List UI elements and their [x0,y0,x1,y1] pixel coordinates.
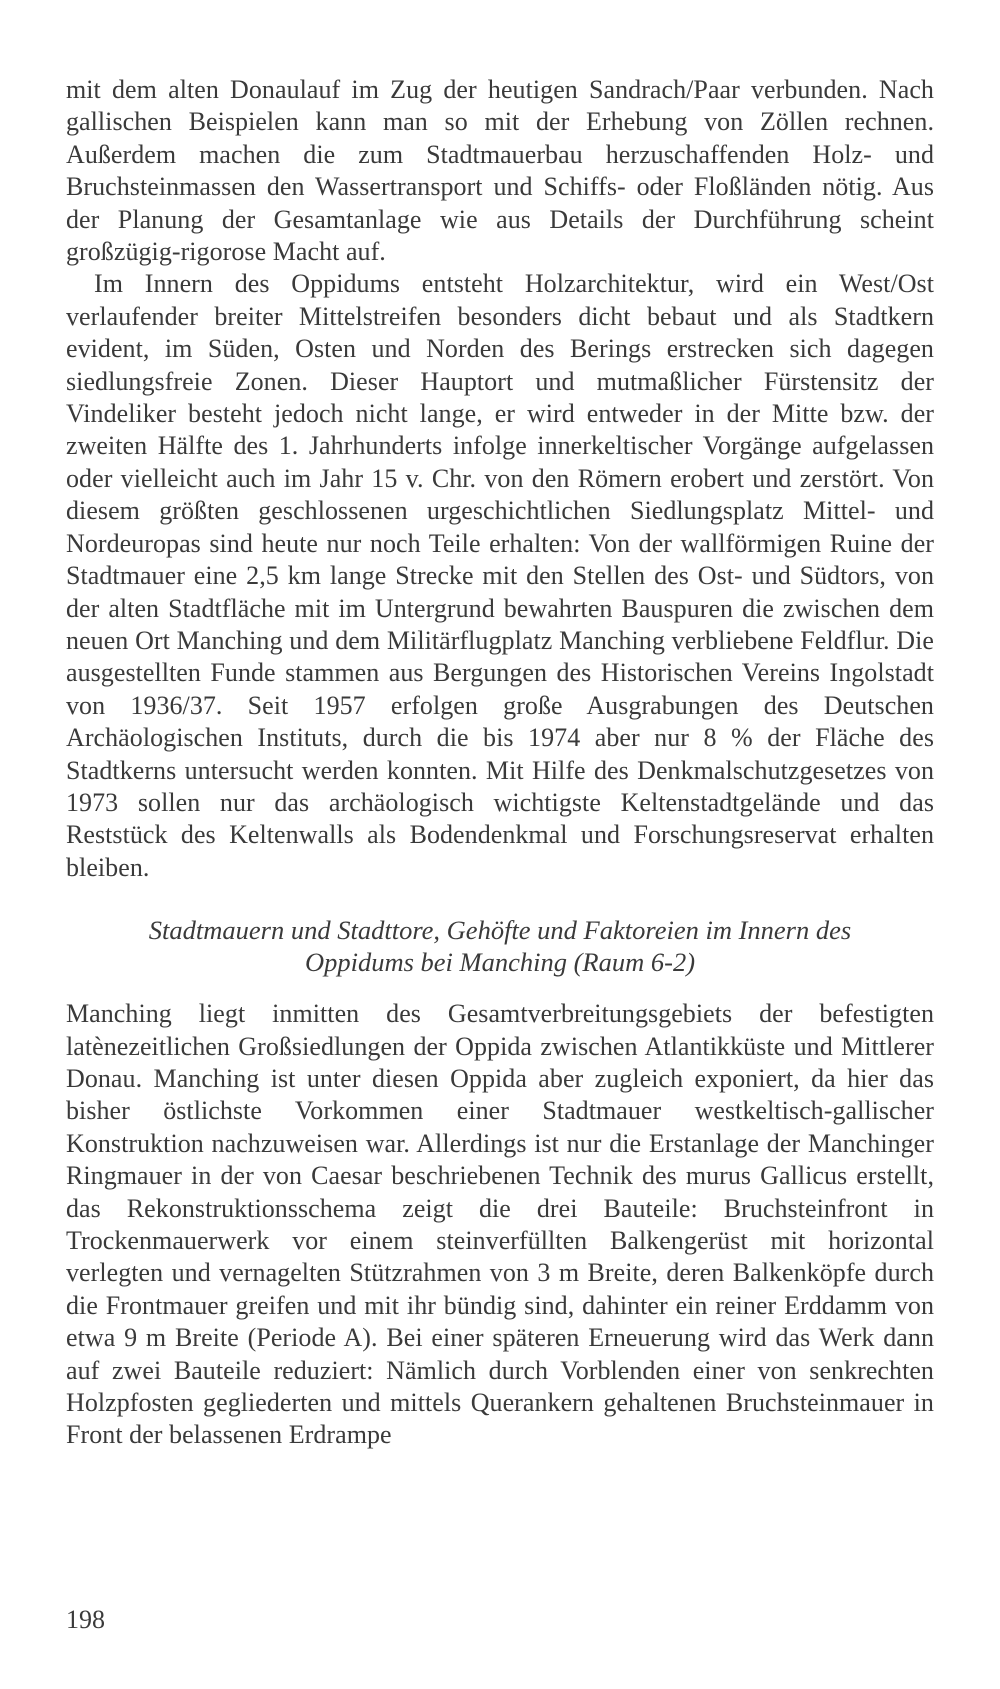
page-number: 198 [66,1605,105,1634]
paragraph-oppidum-interior: Im Innern des Oppidums entsteht Holzarchitektur, wird ein West/Ost verlaufender breiter Mittelstreifen besonders dicht bebaut und als Stadtkern evident, im Süden, Osten und Norden des Berings erstrecken sich dagegen siedlungsfreie Zonen. Dieser Hauptort und mutmaßlicher Fürstensitz der Vindeliker besteht jedoch nicht lange, er wird entweder in der Mitte bzw. der zweiten Hälfte des 1. Jahrhunderts infolge innerkeltischer Vorgänge aufgelassen oder vielleicht auch im Jahr 15 v. Chr. von den Römern erobert und zerstört. Von diesem größten geschlossenen urgeschichtlichen Siedlungsplatz Mittel- und Nordeuropas sind heute nur noch Teile erhalten: Von der wallförmigen Ruine der Stadtmauer eine 2,5 km lange Strecke mit den Stellen des Ost- und Südtors, von der alten Stadtfläche mit im Untergrund bewahrten Bauspuren die zwischen dem neuen Ort Manching und dem Militärflugplatz Manching verbliebene Feldflur. Die ausgestellten Funde stammen aus Bergungen des Historischen Vereins Ingolstadt von 1936/37. Seit 1957 erfolgen große Ausgrabungen des Deutschen Archäologischen Instituts, durch die bis 1974 aber nur 8 % der Fläche des Stadtkerns untersucht werden konnten. Mit Hilfe des Denkmalschutzgesetzes von 1973 sollen nur das archäologisch wichtigste Keltenstadtgelände und das Reststück des Keltenwalls als Bodendenkmal und Forschungsreservat erhalten bleiben. [66,269,934,882]
section-heading-line-2: Oppidums bei Manching (Raum 6-2) [304,947,696,978]
section-heading-line-1: Stadtmauern und Stadttore, Gehöfte und Faktoreien im Innern des [148,915,852,946]
paragraph-manching-oppida: Manching liegt inmitten des Gesamtverbreitungsgebiets der befestigten latènezeitlichen Großsiedlungen der Oppida zwischen Atlantikküste und Mittlerer Donau. Manching ist unter diesen Oppida aber zugleich exponiert, da hier das bisher östlichste Vorkommen einer Stadtmauer westkeltisch-gallischer Konstruktion nachzuweisen war. Allerdings ist nur die Erstanlage der Manchinger Ringmauer in der von Caesar beschriebenen Technik des murus Gallicus erstellt, das Rekonstruktionsschema zeigt die drei Bauteile: Bruchsteinfront in Trockenmauerwerk vor einem steinverfüllten Balkengerüst mit horizontal verlegten und vernagelten Stützrahmen von 3 m Breite, deren Balkenköpfe durch die Frontmauer greifen und mit ihr bündig sind, dahinter ein reiner Erddamm von etwa 9 m Breite (Periode A). Bei einer späteren Erneuerung wird das Werk dann auf zwei Bauteile reduziert: Nämlich durch Vorblenden einer von senkrechten Holzpfosten gegliederten und mittels Querankern gehaltenen Bruchsteinmauer in Front der belassenen Erdrampe [66,999,934,1450]
page-body [66,74,934,1452]
paragraph-continuation: mit dem alten Donaulauf im Zug der heutigen Sandrach/Paar verbunden. Nach gallischen Beispielen kann man so mit der Erhebung von Zöllen rechnen. Außerdem machen die zum Stadtmauerbau herzuschaffenden Holz- und Bruchsteinmassen den Wassertransport und Schiffs- oder Floßländen nötig. Aus der Planung der Gesamtanlage wie aus Details der Durchführung scheint großzügig-rigorose Macht auf. [66,75,934,267]
section-heading [66,914,934,978]
